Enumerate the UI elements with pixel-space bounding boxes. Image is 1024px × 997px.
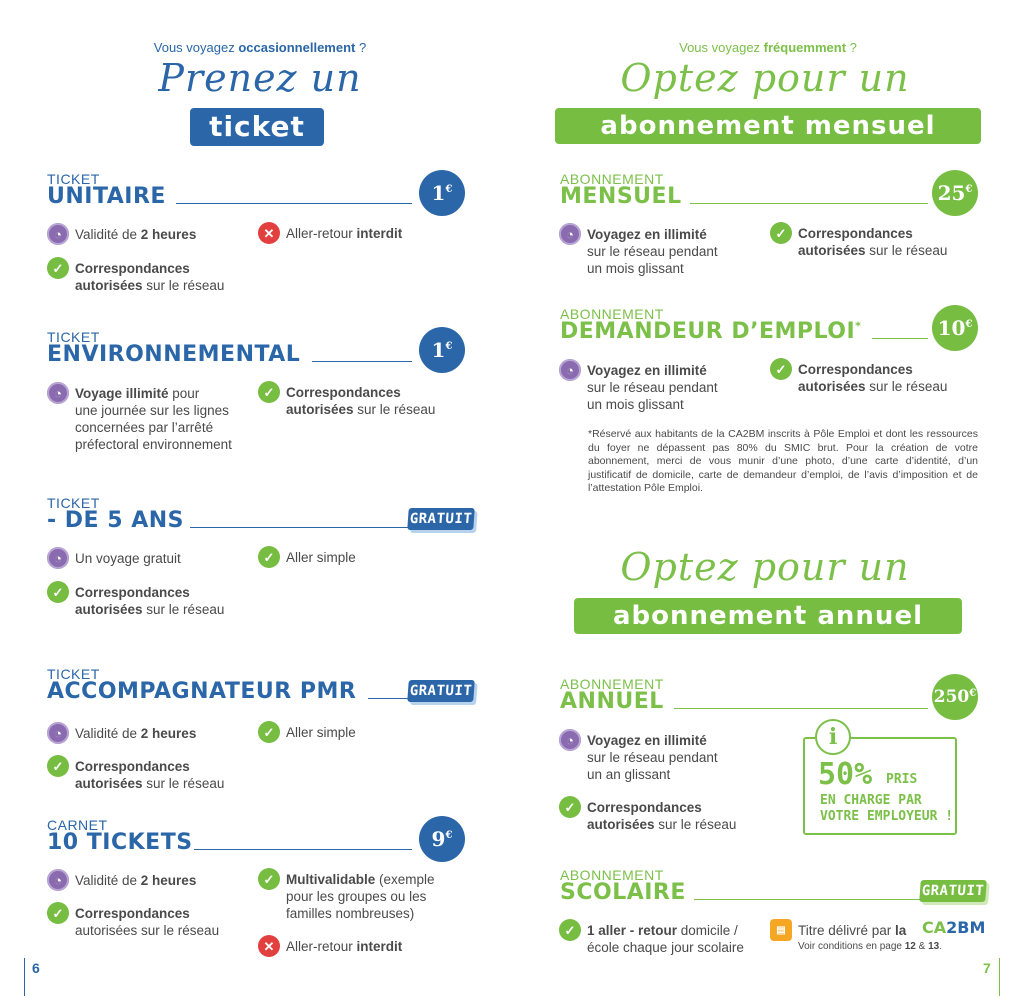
- feature: [47, 260, 224, 294]
- intro-emphasis: occasionnellement: [238, 40, 356, 55]
- feature: [47, 385, 232, 453]
- feature-text: Validité de: [75, 227, 141, 242]
- item-kicker: TICKET: [47, 666, 100, 682]
- cross-icon: ✕: [258, 222, 280, 244]
- feature-line-2: pour les groupes ou les: [286, 889, 427, 904]
- check-icon: ✓: [47, 902, 69, 924]
- title-rule: [190, 527, 408, 528]
- price-badge: [932, 674, 978, 720]
- cond-page-2: 13: [928, 941, 940, 952]
- feature-bold: Correspondances: [798, 226, 913, 241]
- price-badge: [932, 170, 978, 216]
- feature: [770, 922, 906, 941]
- feature-bold-2: autorisées: [75, 602, 143, 617]
- left-banner: ticket: [190, 108, 324, 146]
- feature: [47, 226, 196, 245]
- price-value: 25: [937, 181, 966, 205]
- footnote: *Réservé aux habitants de la CA2BM inscrits à Pôle Emploi et dont les ressources du foyer ne dépassent pas 80% du SMIC brut. Pour la création de votre abonnement, merci de vous munir d’une photo, d’une carte d’identité, d’un justificatif de domicile, carte de demandeur d’emploi, de l’avis d’imposition et de l’attestation Pôle Emploi.: [588, 428, 978, 494]
- cond-suffix: .: [939, 941, 943, 952]
- clock-icon: ◔: [47, 223, 69, 245]
- intro-text: Vous voyagez: [153, 40, 239, 55]
- price-currency: €: [445, 183, 453, 195]
- price-value: 1: [431, 338, 446, 362]
- feature-line-2: autorisées sur le réseau: [75, 923, 220, 938]
- feature: [559, 362, 718, 413]
- clock-icon: ◔: [559, 359, 581, 381]
- check-icon: ✓: [258, 868, 280, 890]
- price-value: 1: [431, 181, 446, 205]
- feature: [559, 922, 744, 956]
- check-icon: ✓: [47, 755, 69, 777]
- page-bar-left: [24, 958, 25, 996]
- price-value: 250: [933, 687, 970, 707]
- item-title: 10 TICKETS: [47, 830, 193, 855]
- cond-text: Voir conditions en page: [798, 941, 905, 952]
- feature-bold: 2 heures: [140, 227, 197, 242]
- feature-bold: Multivalidable: [286, 872, 376, 887]
- feature: [559, 732, 718, 783]
- logo-part-a: CA: [922, 918, 947, 937]
- cond-amp: &: [915, 941, 929, 952]
- clock-icon: ◔: [47, 382, 69, 404]
- item-title: SCOLAIRE: [560, 880, 686, 905]
- right-intro: [628, 40, 908, 55]
- price-currency: €: [445, 340, 453, 352]
- feature-bold: Voyagez en illimité: [587, 363, 707, 378]
- price-value: 10: [937, 316, 966, 340]
- info-pris: PRIS: [886, 772, 918, 787]
- feature: [559, 799, 736, 833]
- item-title: [560, 319, 861, 344]
- feature-line-3: familles nombreuses): [286, 906, 415, 921]
- item-kicker: TICKET: [47, 495, 100, 511]
- item-kicker: ABONNEMENT: [560, 676, 664, 692]
- feature: [258, 225, 402, 244]
- price-currency: €: [445, 829, 453, 841]
- price-currency: €: [969, 687, 977, 699]
- intro-suffix: ?: [355, 40, 367, 55]
- feature-bold: 2 heures: [140, 873, 197, 888]
- title-rule: [694, 899, 920, 900]
- feature-bold: Voyagez en illimité: [587, 733, 707, 748]
- check-icon: ✓: [559, 796, 581, 818]
- feature: [258, 724, 356, 743]
- left-script-heading: Prenez un: [158, 56, 362, 100]
- free-badge: GRATUIT: [919, 880, 987, 902]
- check-icon: ✓: [258, 721, 280, 743]
- item-title: MENSUEL: [560, 184, 682, 209]
- info-line-1: EN CHARGE PAR: [820, 793, 922, 808]
- item-kicker: ABONNEMENT: [560, 171, 664, 187]
- title-rule: [674, 708, 928, 709]
- free-badge: GRATUIT: [407, 508, 475, 530]
- feature-text: (exemple: [375, 872, 435, 887]
- feature-line-3: concernées par l’arrêté: [75, 420, 214, 435]
- logo-part-b: 2BM: [946, 918, 986, 937]
- feature-bold: Voyagez en illimité: [587, 227, 707, 242]
- feature-bold-2: autorisées: [798, 379, 866, 394]
- price-badge: [419, 816, 465, 862]
- feature-line-3: un mois glissant: [587, 397, 684, 412]
- ca2bm-logo: [922, 918, 985, 937]
- check-icon: ✓: [559, 919, 581, 941]
- feature-text: Aller-retour: [286, 939, 357, 954]
- feature: [47, 725, 196, 744]
- feature-text: sur le réseau: [142, 602, 225, 617]
- item-title: - DE 5 ANS: [47, 508, 184, 533]
- price-badge: [419, 327, 465, 373]
- title-rule: [312, 361, 412, 362]
- feature-text: sur le réseau: [865, 243, 948, 258]
- feature-bold: Correspondances: [75, 759, 190, 774]
- feature-line-3: un an glissant: [587, 767, 671, 782]
- info-line-2: VOTRE EMPLOYEUR !: [820, 809, 954, 824]
- feature-text: Titre délivré par: [798, 923, 896, 938]
- item-title-text: DEMANDEUR D’EMPLOI: [560, 319, 856, 344]
- title-rule: [872, 338, 928, 339]
- feature: [47, 584, 224, 618]
- title-rule: [368, 698, 408, 699]
- feature-bold: Correspondances: [75, 906, 190, 921]
- feature-bold: Voyage illimité: [75, 386, 169, 401]
- intro-suffix: ?: [846, 40, 857, 55]
- feature-line-2: sur le réseau pendant: [587, 380, 718, 395]
- item-kicker: TICKET: [47, 171, 100, 187]
- item-kicker: TICKET: [47, 329, 100, 345]
- clock-icon: ◔: [559, 223, 581, 245]
- feature-text: sur le réseau: [353, 402, 436, 417]
- check-icon: ✓: [770, 358, 792, 380]
- feature-bold: la: [895, 923, 907, 938]
- feature: [258, 384, 435, 418]
- feature-text: pour: [168, 386, 200, 401]
- intro-text: Vous voyagez: [679, 40, 764, 55]
- clock-icon: ◔: [47, 869, 69, 891]
- feature: [47, 550, 181, 569]
- check-icon: ✓: [258, 546, 280, 568]
- item-title: UNITAIRE: [47, 184, 166, 209]
- feature-bold-2: autorisées: [75, 278, 143, 293]
- right-banner-annuel: abonnement annuel: [574, 598, 962, 634]
- item-kicker: CARNET: [47, 817, 108, 833]
- check-icon: ✓: [47, 581, 69, 603]
- info-icon: i: [815, 719, 851, 755]
- bus-ticket-icon: ▤: [770, 919, 792, 941]
- feature-bold: interdit: [356, 226, 403, 241]
- item-kicker: ABONNEMENT: [560, 867, 664, 883]
- conditions-note: [798, 941, 942, 952]
- feature: [258, 871, 435, 922]
- price-currency: €: [965, 183, 973, 195]
- feature-bold: Correspondances: [286, 385, 401, 400]
- feature-line-2: sur le réseau pendant: [587, 244, 718, 259]
- item-title: ANNUEL: [560, 689, 664, 714]
- feature-bold-2: autorisées: [798, 243, 866, 258]
- info-percentage: 50%: [818, 757, 873, 792]
- item-kicker: ABONNEMENT: [560, 306, 664, 322]
- feature-line-3: un mois glissant: [587, 261, 684, 276]
- price-currency: €: [965, 318, 973, 330]
- price-value: 9: [431, 827, 446, 851]
- feature-line-2: sur le réseau pendant: [587, 750, 718, 765]
- feature-line-2: une journée sur les lignes: [75, 403, 229, 418]
- title-rule: [690, 203, 928, 204]
- feature: [258, 549, 356, 568]
- feature: [47, 872, 196, 891]
- free-badge: GRATUIT: [407, 680, 475, 702]
- feature-bold: Correspondances: [798, 362, 913, 377]
- right-script-heading: Optez pour un: [620, 56, 910, 100]
- feature: [559, 226, 718, 277]
- clock-icon: ◔: [559, 729, 581, 751]
- title-asterisk: *: [855, 319, 862, 333]
- feature-text: domicile /: [677, 923, 738, 938]
- feature-text: Aller simple: [286, 725, 356, 740]
- feature-text: sur le réseau: [654, 817, 737, 832]
- feature-line-4: préfectoral environnement: [75, 437, 232, 452]
- feature: [47, 905, 219, 939]
- feature-bold-2: autorisées: [75, 776, 143, 791]
- feature-text: Aller-retour: [286, 226, 357, 241]
- price-badge: [419, 170, 465, 216]
- check-icon: ✓: [770, 222, 792, 244]
- title-rule: [176, 203, 412, 204]
- price-badge: [932, 305, 978, 351]
- feature-bold: interdit: [356, 939, 403, 954]
- right-banner-mensuel: abonnement mensuel: [555, 108, 981, 144]
- feature-bold: 2 heures: [140, 726, 197, 741]
- feature-text: sur le réseau: [142, 776, 225, 791]
- feature-text: Aller simple: [286, 550, 356, 565]
- page-bar-right: [999, 958, 1000, 996]
- item-title: ENVIRONNEMENTAL: [47, 342, 301, 367]
- feature-bold: 1 aller - retour: [587, 923, 678, 938]
- right-script-heading-2: Optez pour un: [620, 545, 910, 589]
- feature-bold: Correspondances: [75, 585, 190, 600]
- check-icon: ✓: [258, 381, 280, 403]
- check-icon: ✓: [47, 257, 69, 279]
- feature-text: sur le réseau: [142, 278, 225, 293]
- item-title: ACCOMPAGNATEUR PMR: [47, 679, 357, 704]
- page-number-left: 6: [32, 960, 40, 976]
- feature-line-2: école chaque jour scolaire: [587, 940, 744, 955]
- feature: [770, 225, 947, 259]
- feature-text: Validité de: [75, 873, 141, 888]
- page-number-right: 7: [983, 960, 991, 976]
- feature-bold: Correspondances: [587, 800, 702, 815]
- feature-bold-2: autorisées: [587, 817, 655, 832]
- feature: [770, 361, 947, 395]
- feature-text: sur le réseau: [865, 379, 948, 394]
- feature-bold: Correspondances: [75, 261, 190, 276]
- clock-icon: ◔: [47, 722, 69, 744]
- title-rule: [194, 849, 412, 850]
- feature-text: Validité de: [75, 726, 141, 741]
- feature: [258, 938, 402, 957]
- clock-icon: ◔: [47, 547, 69, 569]
- cross-icon: ✕: [258, 935, 280, 957]
- feature-bold-2: autorisées: [286, 402, 354, 417]
- left-intro: [120, 40, 400, 55]
- cond-page-1: 12: [904, 941, 916, 952]
- feature: [47, 758, 224, 792]
- feature-text: Un voyage gratuit: [75, 551, 181, 566]
- intro-emphasis: fréquemment: [763, 40, 847, 55]
